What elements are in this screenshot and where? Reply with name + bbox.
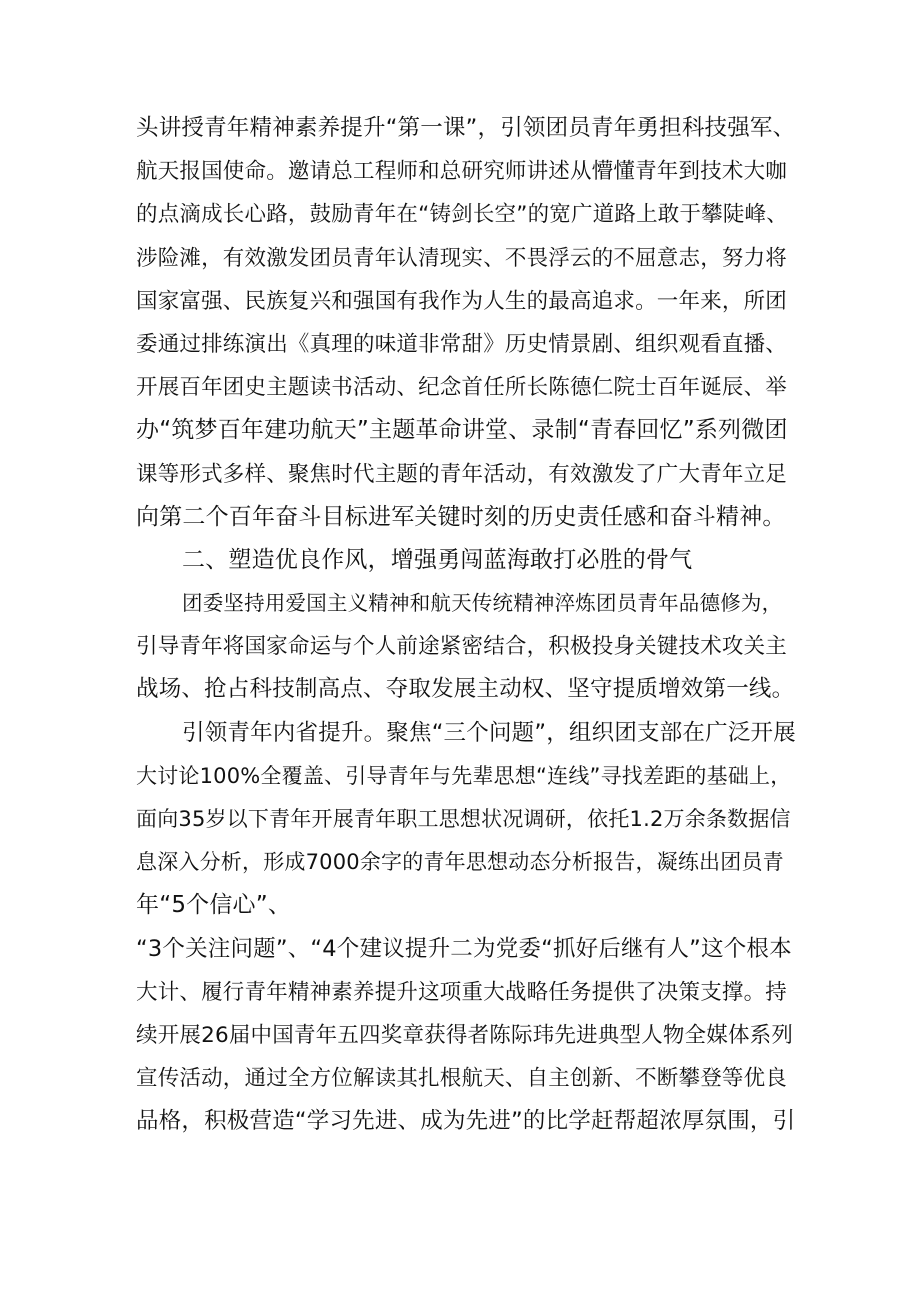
- text-line: 引领青年内省提升。聚焦“三个问题”，组织团支部在广泛开展: [182, 719, 796, 746]
- text-line: 息深入分析，形成7000余字的青年思想动态分析报告，凝练出团员青: [136, 850, 784, 875]
- text-line: 大计、履行青年精神素养提升这项重大战略任务提供了决策支撑。持: [136, 979, 788, 1005]
- text-line: 战场、抢占科技制高点、夺取发展主动权、坚守提质增效第一线。: [136, 676, 795, 703]
- section-heading: 二、塑造优良作风，增强勇闯蓝海敢打必胜的骨气: [182, 546, 693, 573]
- text-line: 向第二个百年奋斗目标进军关键时刻的历史责任感和奋斗精神。: [136, 503, 786, 530]
- text-line: 品格，积极营造“学习先进、成为先进”的比学赶帮超浓厚氛围，引: [136, 1108, 796, 1135]
- text-line: 航天报国使命。邀请总工程师和总研究师讲述从懵懂青年到技术大咖: [136, 159, 788, 185]
- text-line: 团委坚持用爱国主义精神和航天传统精神淬炼团员青年品德修为，: [182, 591, 783, 616]
- text-line: 开展百年团史主题读书活动、纪念首任所长陈德仁院士百年诞辰、举: [136, 375, 788, 401]
- text-line: 引导青年将国家命运与个人前途紧密结合，积极投身关键技术攻关主: [136, 634, 788, 660]
- text-line: 课等形式多样、聚焦时代主题的青年活动，有效激发了广大青年立足: [136, 461, 788, 487]
- text-line: 办“筑梦百年建功航天”主题革命讲堂、录制“青春回忆”系列微团: [136, 417, 788, 444]
- text-line: 续开展26届中国青年五四奖章获得者陈际玮先进典型人物全媒体系列: [136, 1022, 794, 1048]
- text-line: 年“5个信心”、: [136, 892, 292, 919]
- text-line: “3个关注问题”、“4个建议提升二为党委“抓好后继有人”这个根本: [136, 935, 792, 962]
- text-line: 宣传活动，通过全方位解读其扎根航天、自主创新、不断攀登等优良: [136, 1066, 788, 1092]
- body-text: [136, 107, 796, 1144]
- text-line: 涉险滩，有效激发团员青年认清现实、不畏浮云的不屈意志，努力将: [136, 245, 788, 271]
- text-line: 头讲授青年精神素养提升“第一课”，引领团员青年勇担科技强军、: [136, 115, 796, 141]
- text-line: 大讨论100%全覆盖、引导青年与先辈思想“连线”寻找差距的基础上，: [136, 763, 792, 788]
- text-line: 面向35岁以下青年开展青年职工思想状况调研，依托1.2万余条数据信: [136, 807, 791, 831]
- text-line: 国家富强、民族复兴和强国有我作为人生的最高追求。一年来，所团: [136, 288, 788, 314]
- text-line: 委通过排练演出《真理的味道非常甜》历史情景剧、组织观看直播、: [136, 331, 788, 357]
- text-line: 的点滴成长心路，鼓励青年在“铸剑长空”的宽广道路上敢于攀陡峰、: [136, 202, 788, 228]
